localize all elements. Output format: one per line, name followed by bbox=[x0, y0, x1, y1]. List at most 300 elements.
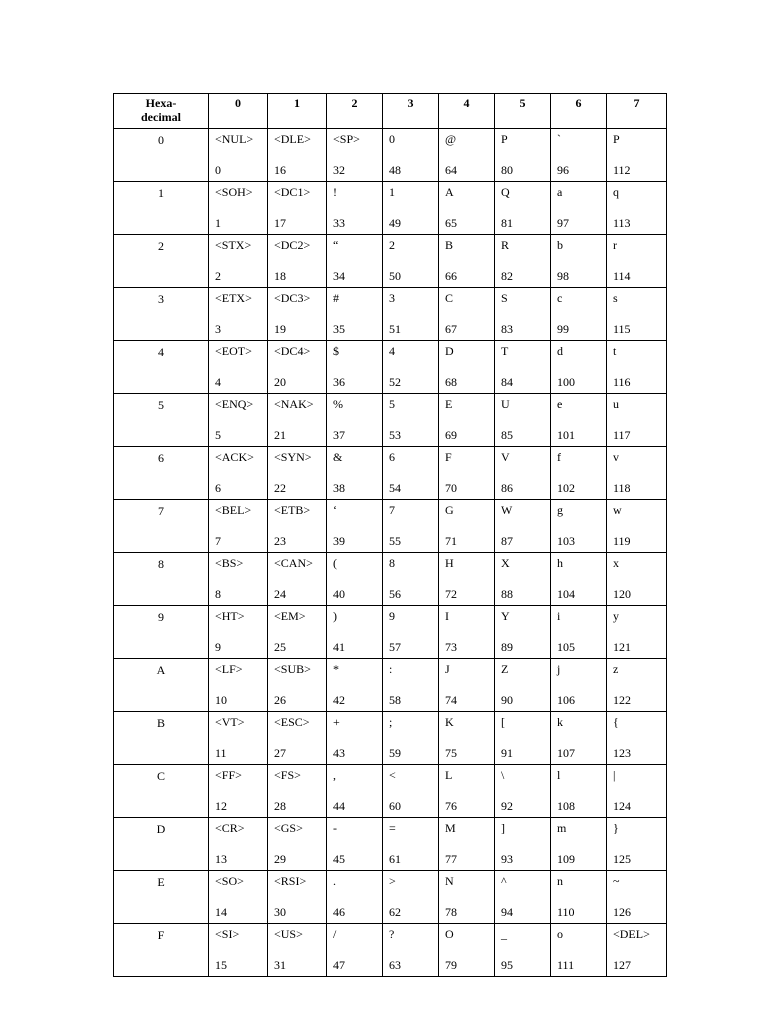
table-cell bbox=[551, 818, 607, 871]
cell-decimal-code: 62 bbox=[389, 905, 401, 919]
table-cell bbox=[607, 818, 667, 871]
cell-decimal-code: 51 bbox=[389, 322, 401, 336]
cell-decimal-code: 114 bbox=[613, 269, 631, 283]
cell-character: < bbox=[389, 768, 396, 782]
cell-character: <LF> bbox=[215, 662, 243, 676]
cell-character: <EOT> bbox=[215, 344, 252, 358]
cell-character: ( bbox=[333, 556, 337, 570]
row-header-hex: 0 bbox=[114, 129, 209, 182]
table-cell bbox=[607, 659, 667, 712]
table-cell bbox=[383, 447, 439, 500]
cell-character: ; bbox=[389, 715, 393, 729]
table-cell bbox=[439, 765, 495, 818]
cell-decimal-code: 18 bbox=[274, 269, 286, 283]
table-cell bbox=[327, 765, 383, 818]
table-cell bbox=[607, 129, 667, 182]
table-cell bbox=[327, 394, 383, 447]
table-cell bbox=[209, 447, 268, 500]
cell-decimal-code: 41 bbox=[333, 640, 345, 654]
cell-character: U bbox=[501, 397, 510, 411]
cell-decimal-code: 43 bbox=[333, 746, 345, 760]
cell-character: = bbox=[389, 821, 396, 835]
table-cell bbox=[439, 447, 495, 500]
cell-decimal-code: 8 bbox=[215, 587, 221, 601]
cell-decimal-code: 65 bbox=[445, 216, 457, 230]
cell-character: <GS> bbox=[274, 821, 303, 835]
cell-character: v bbox=[613, 450, 619, 464]
table-cell bbox=[439, 288, 495, 341]
table-cell bbox=[383, 712, 439, 765]
cell-decimal-code: 88 bbox=[501, 587, 513, 601]
cell-character: m bbox=[557, 821, 567, 835]
cell-character: w bbox=[613, 503, 622, 517]
cell-character: <DC4> bbox=[274, 344, 311, 358]
cell-character: X bbox=[501, 556, 510, 570]
cell-decimal-code: 105 bbox=[557, 640, 575, 654]
cell-character: S bbox=[501, 291, 508, 305]
cell-decimal-code: 47 bbox=[333, 958, 345, 972]
cell-decimal-code: 13 bbox=[215, 852, 227, 866]
table-cell bbox=[439, 182, 495, 235]
cell-character: % bbox=[333, 397, 343, 411]
table-cell bbox=[607, 712, 667, 765]
cell-character: + bbox=[333, 715, 340, 729]
table-cell bbox=[551, 659, 607, 712]
table-cell bbox=[439, 341, 495, 394]
table-cell bbox=[268, 394, 327, 447]
cell-character: ` bbox=[557, 132, 561, 146]
table-cell bbox=[439, 924, 495, 977]
cell-character: <CAN> bbox=[274, 556, 313, 570]
row-header-hex: 8 bbox=[114, 553, 209, 606]
table-cell bbox=[551, 871, 607, 924]
cell-decimal-code: 4 bbox=[215, 375, 221, 389]
table-cell bbox=[268, 288, 327, 341]
cell-decimal-code: 120 bbox=[613, 587, 631, 601]
cell-character: H bbox=[445, 556, 454, 570]
cell-decimal-code: 44 bbox=[333, 799, 345, 813]
table-cell bbox=[209, 606, 268, 659]
cell-decimal-code: 112 bbox=[613, 163, 631, 177]
cell-decimal-code: 89 bbox=[501, 640, 513, 654]
cell-decimal-code: 82 bbox=[501, 269, 513, 283]
cell-decimal-code: 80 bbox=[501, 163, 513, 177]
table-cell bbox=[209, 871, 268, 924]
table-cell bbox=[607, 182, 667, 235]
table-cell bbox=[495, 288, 551, 341]
table-cell bbox=[439, 553, 495, 606]
table-cell bbox=[209, 288, 268, 341]
cell-character: * bbox=[333, 662, 339, 676]
cell-character: Q bbox=[501, 185, 510, 199]
table-cell bbox=[327, 712, 383, 765]
table-cell bbox=[551, 500, 607, 553]
column-header: 1 bbox=[268, 94, 327, 129]
cell-decimal-code: 67 bbox=[445, 322, 457, 336]
table-row bbox=[114, 394, 667, 447]
cell-decimal-code: 15 bbox=[215, 958, 227, 972]
table-cell bbox=[607, 500, 667, 553]
table-cell bbox=[327, 447, 383, 500]
cell-decimal-code: 22 bbox=[274, 481, 286, 495]
cell-decimal-code: 2 bbox=[215, 269, 221, 283]
table-cell bbox=[383, 818, 439, 871]
cell-decimal-code: 3 bbox=[215, 322, 221, 336]
row-header-hex: 2 bbox=[114, 235, 209, 288]
cell-character: D bbox=[445, 344, 454, 358]
cell-character: <US> bbox=[274, 927, 303, 941]
table-cell bbox=[495, 871, 551, 924]
table-cell bbox=[383, 871, 439, 924]
table-cell bbox=[327, 553, 383, 606]
table-cell bbox=[551, 182, 607, 235]
table-row bbox=[114, 182, 667, 235]
cell-decimal-code: 25 bbox=[274, 640, 286, 654]
table-cell bbox=[495, 606, 551, 659]
cell-decimal-code: 86 bbox=[501, 481, 513, 495]
cell-decimal-code: 55 bbox=[389, 534, 401, 548]
cell-decimal-code: 12 bbox=[215, 799, 227, 813]
table-cell bbox=[268, 659, 327, 712]
cell-character: <CR> bbox=[215, 821, 245, 835]
cell-decimal-code: 116 bbox=[613, 375, 631, 389]
cell-character: & bbox=[333, 450, 343, 464]
cell-character: 9 bbox=[389, 609, 395, 623]
table-cell bbox=[551, 765, 607, 818]
table-cell bbox=[383, 765, 439, 818]
cell-decimal-code: 26 bbox=[274, 693, 286, 707]
cell-character: # bbox=[333, 291, 339, 305]
table-cell bbox=[209, 553, 268, 606]
cell-character: <ENQ> bbox=[215, 397, 254, 411]
cell-character: Y bbox=[501, 609, 510, 623]
cell-decimal-code: 69 bbox=[445, 428, 457, 442]
table-cell bbox=[495, 182, 551, 235]
cell-decimal-code: 109 bbox=[557, 852, 575, 866]
corner-header-line2: decimal bbox=[141, 110, 181, 124]
cell-character: <NAK> bbox=[274, 397, 314, 411]
cell-character: ‘ bbox=[333, 503, 337, 517]
table-cell bbox=[209, 712, 268, 765]
cell-character: <DEL> bbox=[613, 927, 650, 941]
table-cell bbox=[209, 659, 268, 712]
cell-character: - bbox=[333, 821, 337, 835]
cell-character: 3 bbox=[389, 291, 395, 305]
row-header-hex: 4 bbox=[114, 341, 209, 394]
table-cell bbox=[268, 341, 327, 394]
table-cell bbox=[495, 553, 551, 606]
table-cell bbox=[327, 818, 383, 871]
table-cell bbox=[383, 606, 439, 659]
table-cell bbox=[495, 659, 551, 712]
cell-decimal-code: 20 bbox=[274, 375, 286, 389]
cell-decimal-code: 73 bbox=[445, 640, 457, 654]
cell-character: a bbox=[557, 185, 563, 199]
cell-decimal-code: 63 bbox=[389, 958, 401, 972]
cell-decimal-code: 71 bbox=[445, 534, 457, 548]
cell-decimal-code: 29 bbox=[274, 852, 286, 866]
cell-decimal-code: 64 bbox=[445, 163, 457, 177]
cell-character: <BS> bbox=[215, 556, 244, 570]
cell-character: N bbox=[445, 874, 454, 888]
table-row bbox=[114, 818, 667, 871]
cell-decimal-code: 108 bbox=[557, 799, 575, 813]
cell-character: L bbox=[445, 768, 453, 782]
table-cell bbox=[607, 553, 667, 606]
table-cell bbox=[439, 235, 495, 288]
cell-decimal-code: 83 bbox=[501, 322, 513, 336]
cell-decimal-code: 102 bbox=[557, 481, 575, 495]
cell-character: <DC3> bbox=[274, 291, 311, 305]
cell-character: <STX> bbox=[215, 238, 252, 252]
cell-character: <ESC> bbox=[274, 715, 310, 729]
cell-character: t bbox=[613, 344, 617, 358]
cell-decimal-code: 74 bbox=[445, 693, 457, 707]
cell-decimal-code: 7 bbox=[215, 534, 221, 548]
cell-decimal-code: 14 bbox=[215, 905, 227, 919]
table-row bbox=[114, 129, 667, 182]
cell-character: A bbox=[445, 185, 454, 199]
cell-character: J bbox=[445, 662, 450, 676]
table-cell bbox=[439, 659, 495, 712]
cell-character: R bbox=[501, 238, 510, 252]
table-cell bbox=[268, 765, 327, 818]
cell-character: > bbox=[389, 874, 396, 888]
cell-character: ! bbox=[333, 185, 337, 199]
cell-character: <BEL> bbox=[215, 503, 252, 517]
table-cell bbox=[551, 341, 607, 394]
cell-character: 1 bbox=[389, 185, 395, 199]
cell-character: { bbox=[613, 715, 619, 729]
cell-character: I bbox=[445, 609, 449, 623]
cell-character: } bbox=[613, 821, 619, 835]
column-header: 7 bbox=[607, 94, 667, 129]
cell-decimal-code: 76 bbox=[445, 799, 457, 813]
table-cell bbox=[439, 871, 495, 924]
cell-decimal-code: 19 bbox=[274, 322, 286, 336]
cell-character: g bbox=[557, 503, 563, 517]
table-cell bbox=[209, 341, 268, 394]
cell-character: j bbox=[557, 662, 561, 676]
table-cell bbox=[268, 924, 327, 977]
cell-character: : bbox=[389, 662, 393, 676]
cell-decimal-code: 6 bbox=[215, 481, 221, 495]
table-cell bbox=[383, 129, 439, 182]
table-row bbox=[114, 500, 667, 553]
cell-character: 6 bbox=[389, 450, 395, 464]
cell-decimal-code: 59 bbox=[389, 746, 401, 760]
cell-character: $ bbox=[333, 344, 339, 358]
cell-character: q bbox=[613, 185, 619, 199]
cell-character: ] bbox=[501, 821, 505, 835]
cell-decimal-code: 125 bbox=[613, 852, 631, 866]
cell-decimal-code: 92 bbox=[501, 799, 513, 813]
cell-character: u bbox=[613, 397, 619, 411]
cell-character: G bbox=[445, 503, 454, 517]
cell-character: d bbox=[557, 344, 563, 358]
table-cell bbox=[383, 500, 439, 553]
table-cell bbox=[495, 712, 551, 765]
cell-decimal-code: 106 bbox=[557, 693, 575, 707]
table-body bbox=[114, 129, 667, 977]
table-cell bbox=[495, 341, 551, 394]
row-header-hex: 7 bbox=[114, 500, 209, 553]
cell-decimal-code: 42 bbox=[333, 693, 345, 707]
table-cell bbox=[551, 394, 607, 447]
table-row bbox=[114, 288, 667, 341]
cell-decimal-code: 30 bbox=[274, 905, 286, 919]
table-row bbox=[114, 235, 667, 288]
cell-character: 8 bbox=[389, 556, 395, 570]
table-row bbox=[114, 871, 667, 924]
row-header-hex: F bbox=[114, 924, 209, 977]
cell-decimal-code: 58 bbox=[389, 693, 401, 707]
table-cell bbox=[551, 712, 607, 765]
cell-decimal-code: 53 bbox=[389, 428, 401, 442]
table-cell bbox=[607, 235, 667, 288]
cell-character: <NUL> bbox=[215, 132, 254, 146]
cell-decimal-code: 68 bbox=[445, 375, 457, 389]
cell-character: <SOH> bbox=[215, 185, 253, 199]
table-cell bbox=[209, 500, 268, 553]
cell-decimal-code: 78 bbox=[445, 905, 457, 919]
cell-character: 4 bbox=[389, 344, 395, 358]
table-cell bbox=[439, 500, 495, 553]
table-cell bbox=[607, 447, 667, 500]
table-cell bbox=[209, 182, 268, 235]
cell-character: [ bbox=[501, 715, 505, 729]
table-cell bbox=[268, 712, 327, 765]
cell-character: P bbox=[613, 132, 620, 146]
cell-decimal-code: 72 bbox=[445, 587, 457, 601]
cell-character: l bbox=[557, 768, 561, 782]
table-cell bbox=[607, 288, 667, 341]
cell-decimal-code: 97 bbox=[557, 216, 569, 230]
table-cell bbox=[268, 500, 327, 553]
ascii-table bbox=[113, 93, 667, 977]
column-header: 0 bbox=[209, 94, 268, 129]
cell-character: ) bbox=[333, 609, 337, 623]
table-cell bbox=[383, 553, 439, 606]
cell-character: <SO> bbox=[215, 874, 244, 888]
cell-character: ~ bbox=[613, 874, 620, 888]
cell-decimal-code: 17 bbox=[274, 216, 286, 230]
table-cell bbox=[383, 659, 439, 712]
table-cell bbox=[551, 288, 607, 341]
cell-decimal-code: 38 bbox=[333, 481, 345, 495]
table-cell bbox=[607, 394, 667, 447]
table-cell bbox=[495, 394, 551, 447]
cell-decimal-code: 27 bbox=[274, 746, 286, 760]
cell-character: b bbox=[557, 238, 563, 252]
cell-decimal-code: 119 bbox=[613, 534, 631, 548]
cell-character: <VT> bbox=[215, 715, 245, 729]
cell-character: <SI> bbox=[215, 927, 240, 941]
table-cell bbox=[495, 818, 551, 871]
cell-character: <FF> bbox=[215, 768, 242, 782]
cell-character: . bbox=[333, 874, 336, 888]
cell-character: r bbox=[613, 238, 617, 252]
table-cell bbox=[607, 924, 667, 977]
cell-decimal-code: 57 bbox=[389, 640, 401, 654]
cell-decimal-code: 94 bbox=[501, 905, 513, 919]
cell-decimal-code: 21 bbox=[274, 428, 286, 442]
cell-character: , bbox=[333, 768, 336, 782]
row-header-hex: D bbox=[114, 818, 209, 871]
table-cell bbox=[551, 447, 607, 500]
table-cell bbox=[607, 606, 667, 659]
cell-decimal-code: 79 bbox=[445, 958, 457, 972]
table-cell bbox=[209, 394, 268, 447]
cell-decimal-code: 111 bbox=[557, 958, 575, 972]
cell-decimal-code: 54 bbox=[389, 481, 401, 495]
cell-decimal-code: 99 bbox=[557, 322, 569, 336]
cell-decimal-code: 49 bbox=[389, 216, 401, 230]
table-cell bbox=[383, 288, 439, 341]
cell-character: O bbox=[445, 927, 454, 941]
cell-decimal-code: 84 bbox=[501, 375, 513, 389]
cell-character: W bbox=[501, 503, 513, 517]
cell-decimal-code: 10 bbox=[215, 693, 227, 707]
cell-character: Z bbox=[501, 662, 509, 676]
cell-character: P bbox=[501, 132, 508, 146]
cell-character: C bbox=[445, 291, 454, 305]
cell-character: 5 bbox=[389, 397, 395, 411]
cell-decimal-code: 91 bbox=[501, 746, 513, 760]
table-cell bbox=[439, 129, 495, 182]
table-cell bbox=[327, 606, 383, 659]
table-cell bbox=[327, 341, 383, 394]
cell-character: | bbox=[613, 768, 616, 782]
cell-decimal-code: 121 bbox=[613, 640, 631, 654]
cell-decimal-code: 35 bbox=[333, 322, 345, 336]
cell-decimal-code: 113 bbox=[613, 216, 631, 230]
row-header-hex: 5 bbox=[114, 394, 209, 447]
table-cell bbox=[607, 765, 667, 818]
cell-decimal-code: 16 bbox=[274, 163, 286, 177]
cell-decimal-code: 126 bbox=[613, 905, 631, 919]
cell-decimal-code: 9 bbox=[215, 640, 221, 654]
cell-decimal-code: 33 bbox=[333, 216, 345, 230]
cell-decimal-code: 5 bbox=[215, 428, 221, 442]
cell-decimal-code: 87 bbox=[501, 534, 513, 548]
cell-decimal-code: 115 bbox=[613, 322, 631, 336]
cell-decimal-code: 24 bbox=[274, 587, 286, 601]
cell-decimal-code: 11 bbox=[215, 746, 227, 760]
cell-decimal-code: 0 bbox=[215, 163, 221, 177]
cell-decimal-code: 95 bbox=[501, 958, 513, 972]
cell-character: “ bbox=[333, 238, 339, 252]
corner-header-line1: Hexa- bbox=[145, 96, 177, 110]
table-cell bbox=[327, 129, 383, 182]
cell-decimal-code: 46 bbox=[333, 905, 345, 919]
column-header: 6 bbox=[551, 94, 607, 129]
row-header-hex: 1 bbox=[114, 182, 209, 235]
table-cell bbox=[495, 129, 551, 182]
cell-character: K bbox=[445, 715, 454, 729]
cell-decimal-code: 122 bbox=[613, 693, 631, 707]
cell-decimal-code: 40 bbox=[333, 587, 345, 601]
table-cell bbox=[439, 818, 495, 871]
table-cell bbox=[551, 924, 607, 977]
table-cell bbox=[439, 606, 495, 659]
cell-character: z bbox=[613, 662, 619, 676]
table-cell bbox=[439, 394, 495, 447]
cell-character: <HT> bbox=[215, 609, 245, 623]
table-cell bbox=[327, 235, 383, 288]
cell-character: e bbox=[557, 397, 563, 411]
table-row bbox=[114, 765, 667, 818]
